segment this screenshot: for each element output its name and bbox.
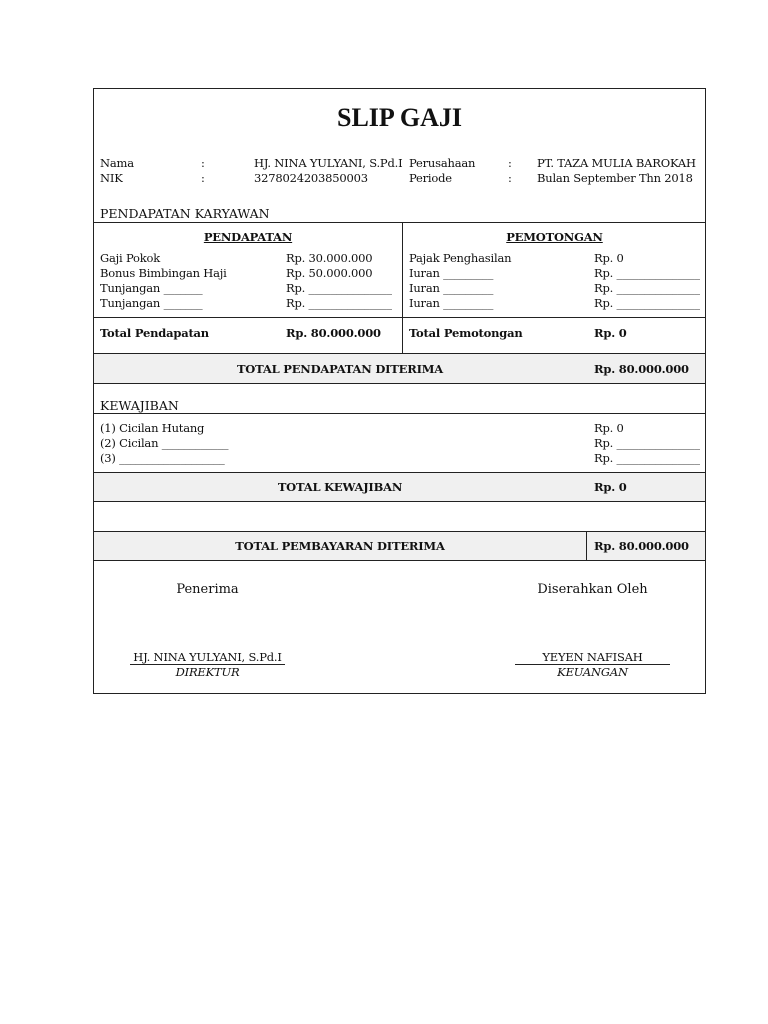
- pendapatan-karyawan-title: PENDAPATAN KARYAWAN: [100, 206, 270, 221]
- total-kewajiban-value: Rp. 0: [594, 480, 627, 494]
- pemotongan-row-label: Iuran _________: [409, 296, 494, 310]
- periode-colon: :: [508, 171, 512, 185]
- nik-colon: :: [201, 171, 205, 185]
- salary-slip: [93, 88, 706, 694]
- divider: [94, 317, 705, 318]
- nama-colon: :: [201, 156, 205, 170]
- pemotongan-row-label: Iuran _________: [409, 266, 494, 280]
- pendapatan-header: PENDAPATAN: [203, 230, 293, 244]
- kewajiban-row-label: (1) Cicilan Hutang: [100, 421, 205, 435]
- nama-label: Nama: [100, 156, 134, 170]
- total-pemotongan-value: Rp. 0: [594, 326, 627, 340]
- kewajiban-row-value: Rp. _______________: [594, 436, 700, 450]
- divider: [94, 560, 705, 561]
- kewajiban-title: KEWAJIBAN: [100, 398, 179, 413]
- total-pembayaran-value: Rp. 80.000.000: [594, 539, 689, 553]
- penerima-name: HJ. NINA YULYANI, S.Pd.I: [133, 650, 282, 664]
- pemotongan-row-label: Pajak Penghasilan: [409, 251, 512, 265]
- divider: [94, 222, 705, 223]
- divider: [94, 383, 705, 384]
- pemotongan-row-label: Iuran _________: [409, 281, 494, 295]
- perusahaan-colon: :: [508, 156, 512, 170]
- pemotongan-row-value: Rp. 0: [594, 251, 624, 265]
- pendapatan-row-value: Rp. 30.000.000: [286, 251, 373, 265]
- pendapatan-row-label: Tunjangan _______: [100, 281, 203, 295]
- perusahaan-label: Perusahaan: [409, 156, 476, 170]
- total-diterima-label: TOTAL PENDAPATAN DITERIMA: [236, 362, 444, 376]
- periode-label: Periode: [409, 171, 452, 185]
- pendapatan-row-value: Rp. 50.000.000: [286, 266, 373, 280]
- perusahaan-value: PT. TAZA MULIA BAROKAH: [537, 156, 696, 170]
- kewajiban-row-label: (2) Cicilan ____________: [100, 436, 229, 450]
- diserahkan-label: Diserahkan Oleh: [537, 582, 648, 597]
- divider: [94, 501, 705, 502]
- column-divider: [586, 531, 587, 560]
- divider: [94, 353, 705, 354]
- divider: [94, 472, 705, 473]
- nik-label: NIK: [100, 171, 123, 185]
- penerima-title: DIREKTUR: [175, 665, 240, 679]
- periode-value: Bulan September Thn 2018: [537, 171, 693, 185]
- pemotongan-row-value: Rp. _______________: [594, 296, 700, 310]
- pemotongan-row-value: Rp. _______________: [594, 266, 700, 280]
- divider: [94, 413, 705, 414]
- pendapatan-row-value: Rp. _______________: [286, 281, 392, 295]
- total-pendapatan-value: Rp. 80.000.000: [286, 326, 381, 340]
- pemotongan-header: PEMOTONGAN: [506, 230, 603, 244]
- nama-value: HJ. NINA YULYANI, S.Pd.I: [254, 156, 403, 170]
- total-pembayaran-label: TOTAL PEMBAYARAN DITERIMA: [235, 539, 445, 553]
- kewajiban-row-label: (3) ___________________: [100, 451, 225, 465]
- nik-value: 3278024203850003: [254, 171, 368, 185]
- pemotongan-row-value: Rp. _______________: [594, 281, 700, 295]
- kewajiban-row-value: Rp. _______________: [594, 451, 700, 465]
- pendapatan-row-value: Rp. _______________: [286, 296, 392, 310]
- total-diterima-value: Rp. 80.000.000: [594, 362, 689, 376]
- pendapatan-row-label: Bonus Bimbingan Haji: [100, 266, 227, 280]
- penerima-label: Penerima: [176, 582, 239, 597]
- kewajiban-row-value: Rp. 0: [594, 421, 624, 435]
- total-kewajiban-label: TOTAL KEWAJIBAN: [277, 480, 403, 494]
- pendapatan-row-label: Tunjangan _______: [100, 296, 203, 310]
- pendapatan-row-label: Gaji Pokok: [100, 251, 160, 265]
- total-pendapatan-label: Total Pendapatan: [100, 326, 209, 340]
- total-pemotongan-label: Total Pemotongan: [409, 326, 523, 340]
- diserahkan-name: YEYEN NAFISAH: [542, 650, 643, 664]
- slip-title: SLIP GAJI: [337, 103, 462, 132]
- diserahkan-title: KEUANGAN: [557, 665, 628, 679]
